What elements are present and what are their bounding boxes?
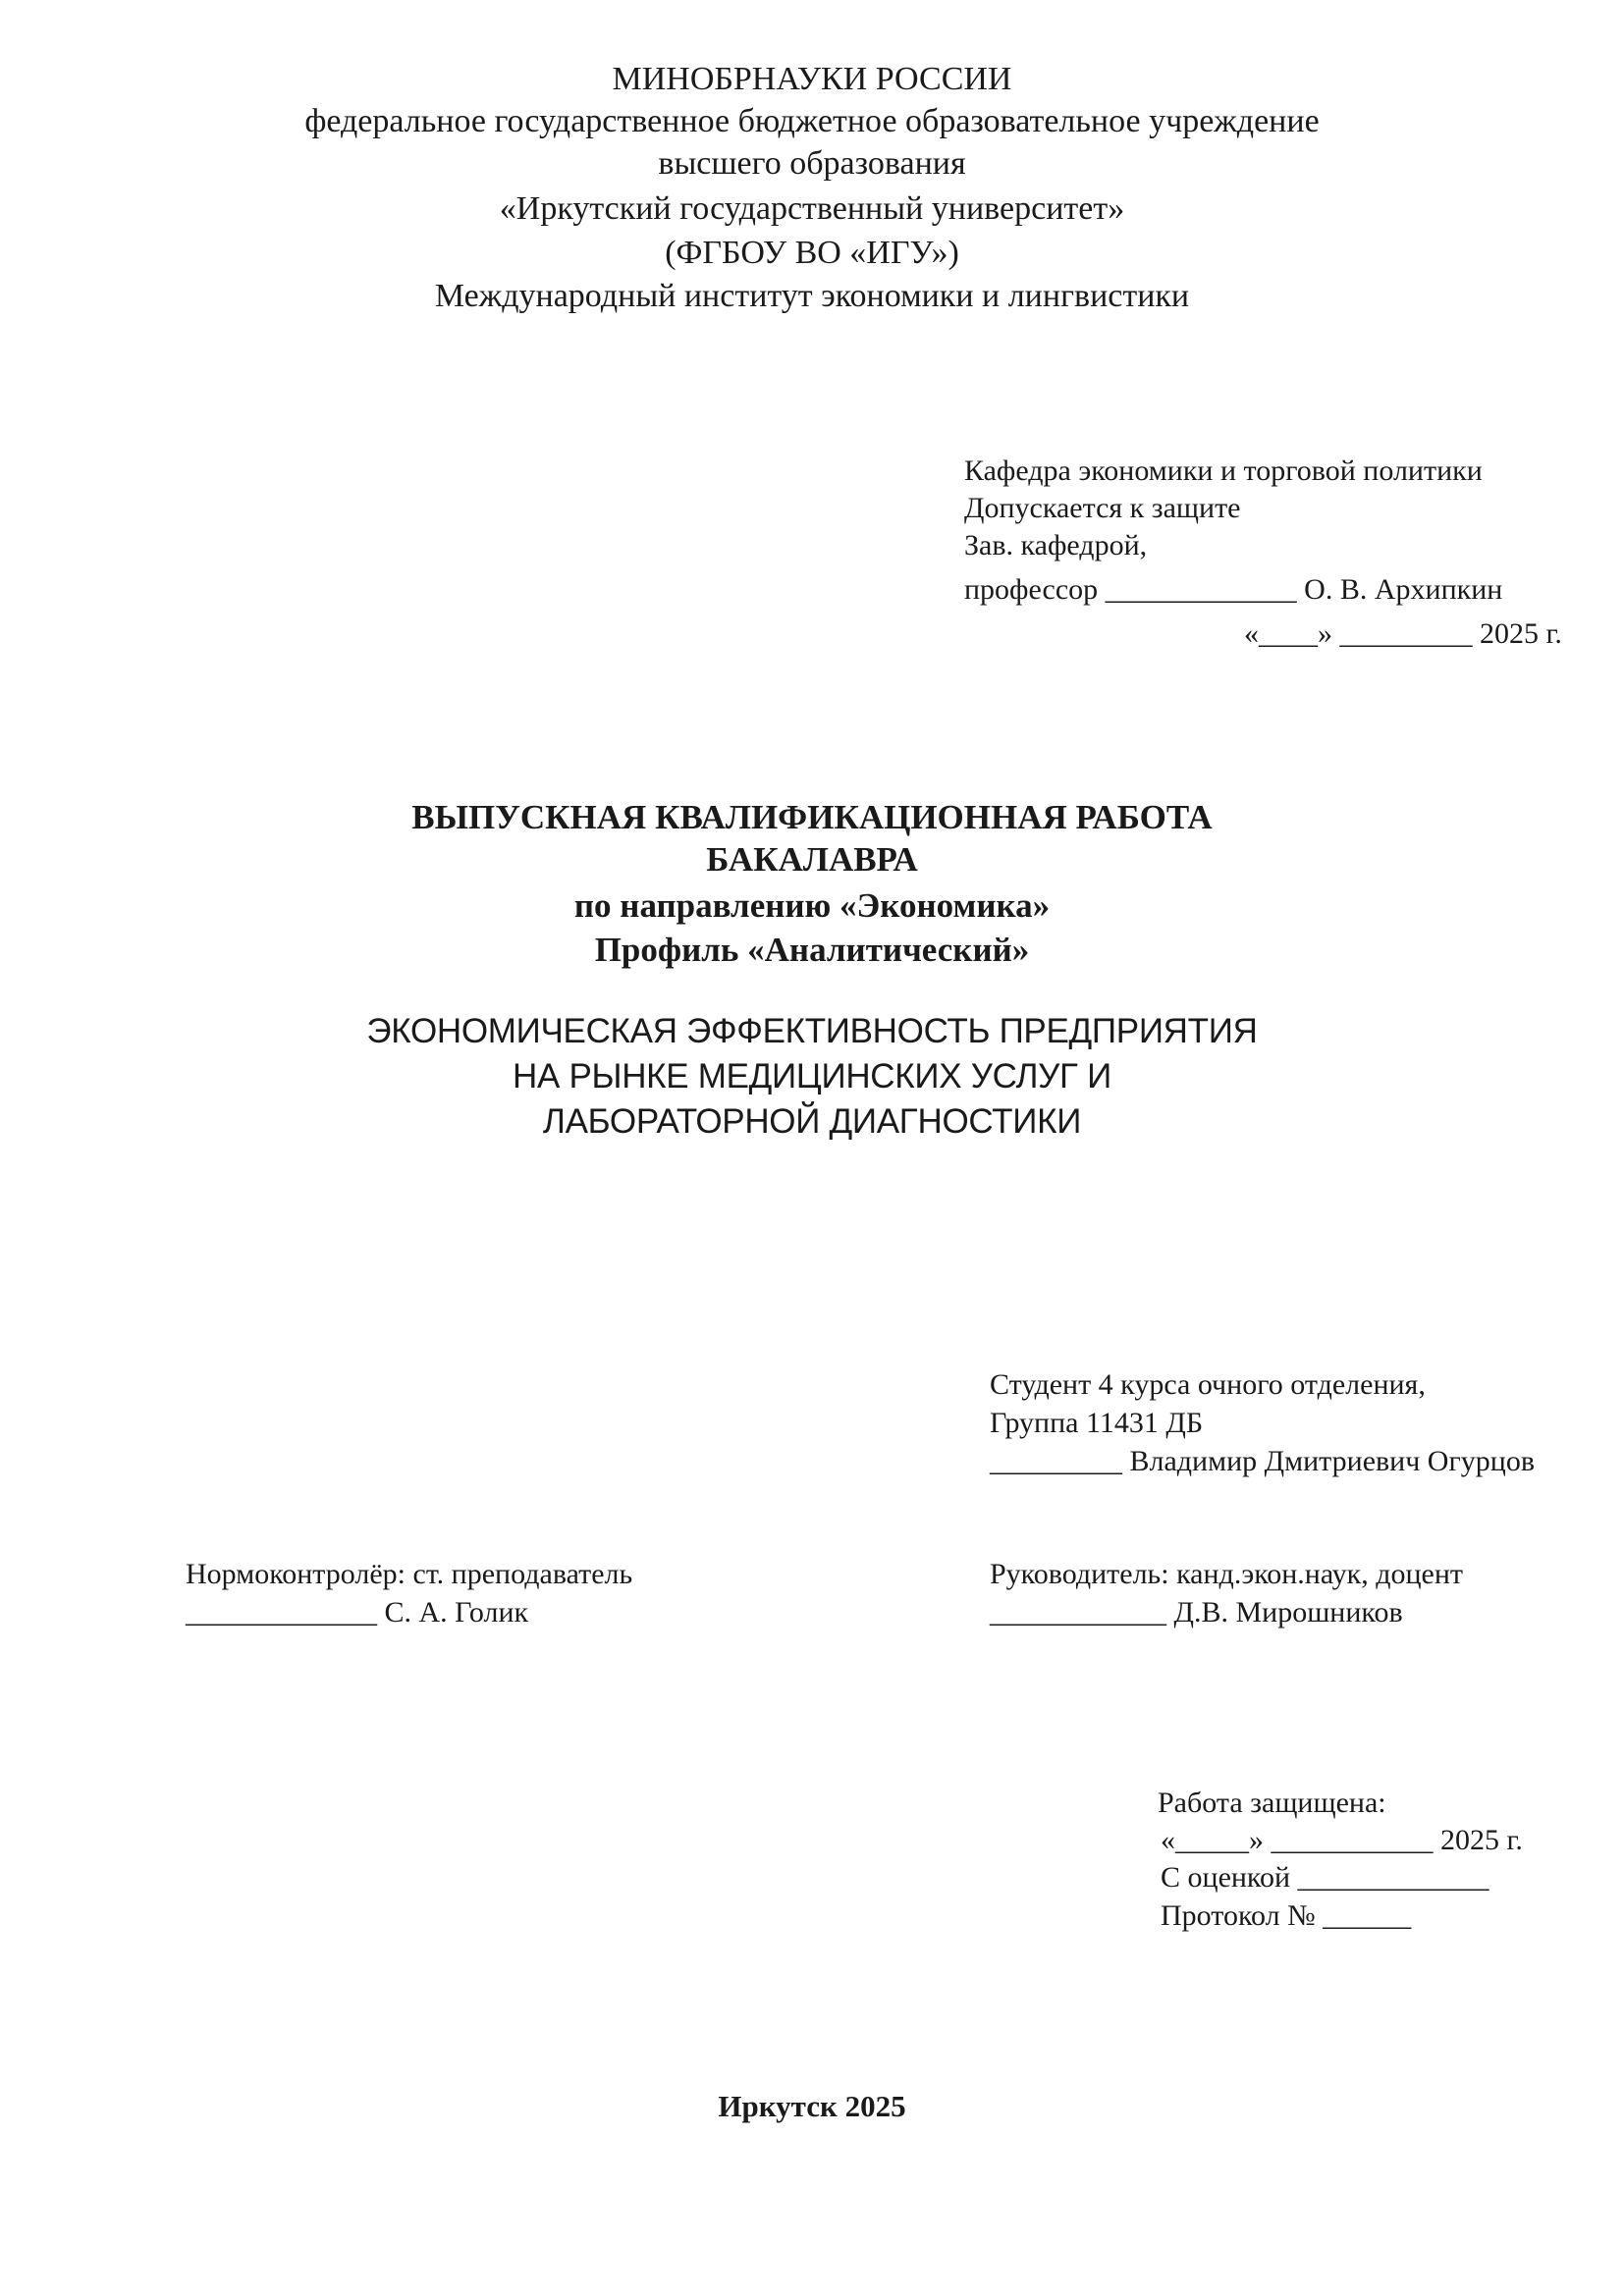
student-group: Группа 11431 ДБ — [990, 1407, 1204, 1439]
university-abbreviation: (ФГБОУ ВО «ИГУ») — [665, 235, 959, 271]
norm-controller-title: Нормоконтролёр: ст. преподаватель — [186, 1558, 633, 1590]
institution-line-1: федеральное государственное бюджетное образовательное учреждение — [304, 103, 1320, 139]
topic-line-2: НА РЫНКЕ МЕДИЦИНСКИХ УСЛУГ И — [513, 1057, 1111, 1095]
norm-controller-signature: _____________ С. А. Голик — [186, 1596, 529, 1629]
ministry-name: МИНОБРНАУКИ РОССИИ — [612, 61, 1012, 97]
work-type-line-2: БАКАЛАВРА — [706, 840, 918, 879]
student-course: Студент 4 курса очного отделения, — [990, 1368, 1426, 1401]
university-name: «Иркутский государственный университет» — [499, 190, 1125, 227]
work-type-line-1: ВЫПУСКНАЯ КВАЛИФИКАЦИОННАЯ РАБОТА — [411, 798, 1213, 836]
topic-line-3: ЛАБОРАТОРНОЙ ДИАГНОСТИКИ — [542, 1102, 1082, 1141]
supervisor-signature: ____________ Д.В. Мирошников — [990, 1596, 1403, 1629]
defense-grade: С оценкой _____________ — [1161, 1861, 1489, 1894]
topic-line-1: ЭКОНОМИЧЕСКАЯ ЭФФЕКТИВНОСТЬ ПРЕДПРИЯТИЯ — [366, 1012, 1258, 1050]
head-of-department: Зав. кафедрой, — [964, 529, 1148, 561]
approval-date: «____» _________ 2025 г. — [1244, 617, 1562, 650]
admitted-to-defense: Допускается к защите — [964, 492, 1241, 524]
defense-date: «_____» ___________ 2025 г. — [1161, 1824, 1523, 1856]
supervisor-title: Руководитель: канд.экон.наук, доцент — [990, 1558, 1464, 1590]
head-signature: профессор _____________ О. В. Архипкин — [964, 573, 1503, 606]
institute-name: Международный институт экономики и лингвистики — [434, 278, 1190, 314]
study-profile: Профиль «Аналитический» — [594, 931, 1030, 969]
city-year: Иркутск 2025 — [718, 2089, 906, 2123]
department-name: Кафедра экономики и торговой политики — [964, 454, 1483, 487]
defense-status: Работа защищена: — [1158, 1787, 1386, 1819]
institution-line-2: высшего образования — [658, 145, 966, 182]
study-direction: по направлению «Экономика» — [573, 886, 1051, 925]
student-signature: _________ Владимир Дмитриевич Огурцов — [990, 1445, 1535, 1477]
defense-protocol: Протокол № ______ — [1161, 1899, 1412, 1932]
